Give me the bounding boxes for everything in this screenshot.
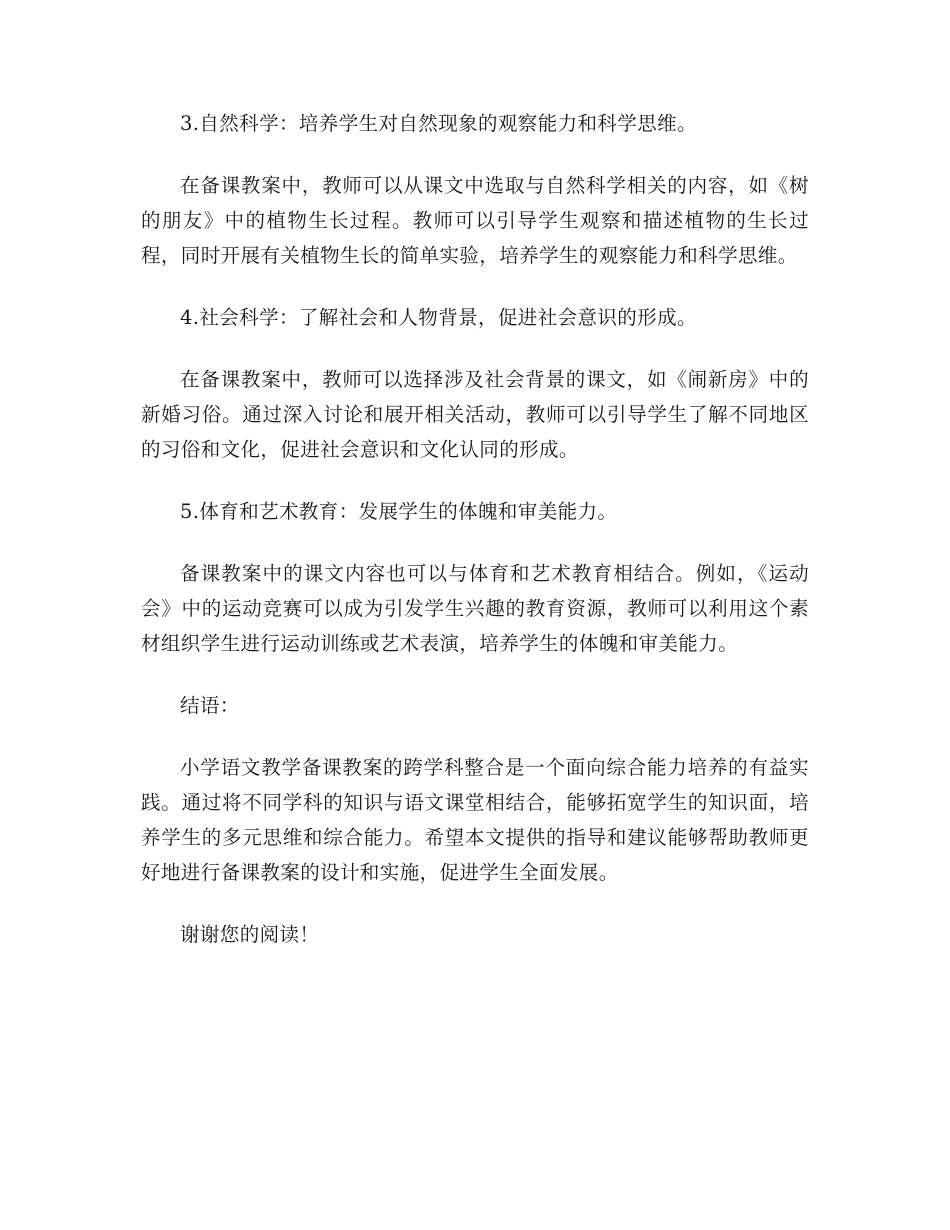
section-heading-conclusion: 结语： — [180, 694, 240, 717]
section-heading-natural-science: 3.自然科学：培养学生对自然现象的观察能力和科学思维。 — [180, 112, 697, 135]
section-heading-sports-art: 5.体育和艺术教育：发展学生的体魄和审美能力。 — [180, 500, 618, 523]
section-heading-social-science: 4.社会科学：了解社会和人物背景，促进社会意识的形成。 — [180, 306, 697, 329]
paragraph-natural-science: 在备课教案中，教师可以从课文中选取与自然科学相关的内容，如《树的朋友》中的植物生长过程。教师可以引导学生观察和描述植物的生长过程，同时开展有关植物生长的简单实验，培养学生的观察能力和科学思维。 — [141, 174, 809, 267]
paragraph-sports-art: 备课教案中的课文内容也可以与体育和艺术教育相结合。例如，《运动会》中的运动竞赛可以成为引发学生兴趣的教育资源，教师可以利用这个素材组织学生进行运动训练或艺术表演，培养学生的体魄和审美能力。 — [141, 562, 809, 655]
document-body — [141, 106, 809, 979]
paragraph-conclusion: 小学语文教学备课教案的跨学科整合是一个面向综合能力培养的有益实践。通过将不同学科的知识与语文课堂相结合，能够拓宽学生的知识面，培养学生的多元思维和综合能力。希望本文提供的指导和建议能够帮助教师更好地进行备课教案的设计和实施，促进学生全面发展。 — [141, 756, 809, 884]
closing-thanks: 谢谢您的阅读！ — [180, 923, 320, 946]
paragraph-social-science: 在备课教案中，教师可以选择涉及社会背景的课文，如《闹新房》中的新婚习俗。通过深入讨论和展开相关活动，教师可以引导学生了解不同地区的习俗和文化，促进社会意识和文化认同的形成。 — [141, 368, 809, 461]
